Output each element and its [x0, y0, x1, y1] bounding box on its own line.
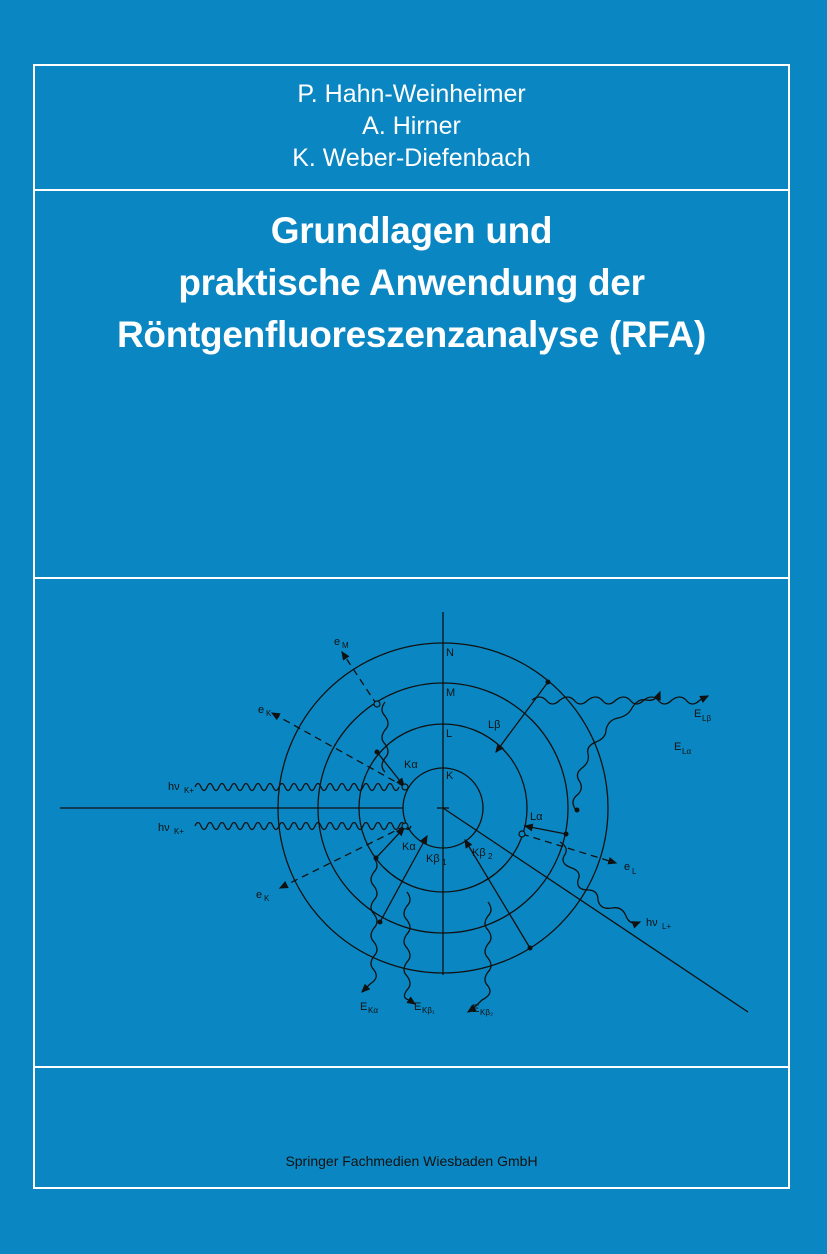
emission-kbeta1-wave — [404, 892, 415, 1004]
diagram-label: hν — [158, 822, 170, 834]
emission-lbeta-wave — [532, 696, 708, 704]
electron-ek-lower-path — [280, 826, 405, 888]
diagram-label: Kβ — [472, 847, 486, 859]
incident-wave-lower — [195, 823, 411, 830]
electron-el-path — [522, 834, 616, 863]
diagram-label: Lα — [530, 811, 543, 823]
diagram-label: K — [264, 894, 270, 903]
diagram-label: Kα — [404, 759, 418, 771]
diagram-label: E — [414, 1001, 422, 1013]
transition-kalpha-lower — [376, 828, 404, 858]
transition-lbeta — [496, 682, 548, 752]
title-line: praktische Anwendung der — [178, 262, 645, 303]
diagram-label: K — [266, 709, 272, 718]
shell-label: M — [446, 687, 456, 699]
title-line: Grundlagen und — [270, 210, 553, 251]
diagram-label: E — [472, 1003, 480, 1015]
emission-kalpha-wave — [362, 858, 377, 992]
diagram-label: 2 — [488, 852, 493, 861]
transition-kalpha-upper — [377, 752, 404, 786]
diagram-label: L — [632, 867, 637, 876]
diagram-label: E — [360, 1001, 368, 1013]
emission-lalpha-wave — [573, 692, 660, 810]
diagram-label: Kβ₂ — [480, 1008, 494, 1017]
electron-em-path — [342, 652, 377, 705]
diagram-label: Kα — [402, 841, 416, 853]
electron-ek-upper-path — [272, 713, 405, 787]
shell-label: K — [446, 770, 454, 782]
diagram-label: E — [694, 708, 702, 720]
title-line: Röntgenfluoreszenzanalyse (RFA) — [117, 314, 706, 355]
diagram-label: Lα — [682, 747, 692, 756]
diagram-label: e — [334, 636, 341, 648]
author-name: A. Hirner — [362, 112, 461, 140]
incident-wave-upper — [195, 784, 399, 791]
emission-kbeta2-wave — [468, 902, 491, 1012]
publisher-name: Springer Fachmedien Wiesbaden GmbH — [285, 1153, 538, 1169]
author-name: P. Hahn-Weinheimer — [297, 80, 526, 108]
diagram-label: Kα — [368, 1006, 378, 1015]
diagram-label: e — [258, 704, 265, 716]
diagonal-line — [443, 808, 748, 1012]
diagram-label: e — [624, 861, 631, 873]
diagram-label: K+ — [174, 827, 185, 836]
diagram-label: Kβ₁ — [422, 1006, 435, 1015]
diagram-label: L+ — [662, 922, 672, 931]
diagram-label: Lβ — [488, 719, 501, 731]
diagram-label: Lβ — [702, 714, 712, 723]
diagram-label: hν — [646, 917, 658, 929]
transition-lalpha — [525, 826, 566, 834]
diagram-label: 1 — [442, 858, 447, 867]
diagram-label: E — [674, 741, 682, 753]
diagram-label: e — [256, 889, 263, 901]
diagram-label: Kβ — [426, 853, 440, 865]
shell-label: N — [446, 647, 454, 659]
diagram-label: hν — [168, 781, 180, 793]
diagram-label: M — [342, 641, 349, 650]
shell-label: L — [446, 728, 453, 740]
diagram-label: K+ — [184, 786, 195, 795]
author-name: K. Weber-Diefenbach — [292, 144, 531, 172]
